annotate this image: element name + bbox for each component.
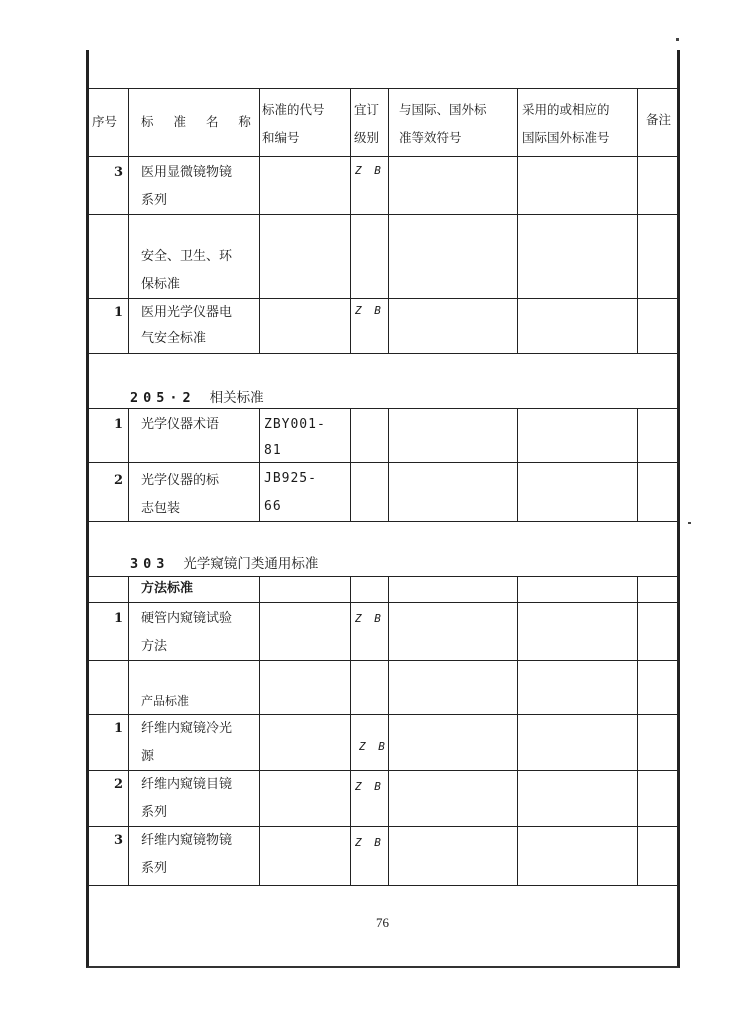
table-row [86, 660, 680, 714]
row-seq: 2 [114, 473, 124, 488]
page-number: 76 [376, 915, 389, 930]
section-heading [130, 552, 318, 572]
section-heading [130, 386, 264, 406]
table-row [86, 826, 680, 886]
table-row [86, 214, 680, 298]
row-grade: Z B [355, 780, 384, 793]
header-name: 标 准 名 称 [141, 114, 259, 129]
row-seq: 1 [114, 611, 124, 626]
row-seq: 1 [114, 305, 124, 320]
table-row [86, 714, 680, 770]
row-seq: 2 [114, 777, 124, 792]
row-name-cont: 志包装 [141, 501, 181, 516]
row-code-cont: 81 [264, 443, 282, 458]
scan-speck [688, 522, 691, 524]
row-name-cont: 源 [141, 749, 155, 764]
row-name-cont: 系列 [141, 861, 168, 876]
row-grade: Z B [355, 836, 384, 849]
header-equiv-1: 与国际、国外标 [399, 102, 487, 117]
section-number: 205·2 [130, 390, 196, 406]
row-grade: Z B [355, 164, 384, 177]
section-title: 相关标准 [209, 390, 264, 406]
row-name-cont: 系列 [141, 805, 168, 820]
row-name: 方法标准 [141, 581, 194, 596]
header-code-1: 标准的代号 [262, 102, 325, 117]
row-name: 光学仪器的标 [141, 473, 220, 488]
header-remark: 备注 [646, 112, 672, 127]
row-seq: 3 [114, 165, 124, 180]
row-code: JB925- [264, 471, 317, 486]
table-row [86, 298, 680, 354]
row-seq: 3 [114, 833, 124, 848]
row-name: 纤维内窥镜目镜 [141, 777, 233, 792]
row-seq: 1 [114, 417, 124, 432]
row-name: 产品标准 [141, 694, 190, 708]
row-name-cont: 方法 [141, 639, 168, 654]
section-title: 光学窥镜门类通用标准 [183, 556, 319, 572]
header-seq: 序号 [92, 114, 118, 129]
table-header [86, 88, 680, 156]
row-name: 硬管内窥镜试验 [141, 611, 233, 626]
row-name-cont: 系列 [141, 193, 168, 208]
row-grade: Z B [355, 612, 384, 625]
table-row [86, 408, 680, 462]
row-name: 光学仪器术语 [141, 417, 220, 432]
table-row [86, 156, 680, 214]
row-code: ZBY001- [264, 417, 326, 432]
row-name: 医用显微镜物镜 [141, 165, 233, 180]
table-row [86, 770, 680, 826]
section-number: 303 [130, 556, 170, 572]
row-name-cont: 保标准 [141, 277, 181, 292]
table-row [86, 602, 680, 660]
row-name: 纤维内窥镜冷光 [141, 721, 233, 736]
row-code-cont: 66 [264, 499, 282, 514]
table-row [86, 462, 680, 522]
header-adopted-1: 采用的或相应的 [522, 102, 610, 117]
header-grade-1: 宜订 [354, 102, 380, 117]
row-name: 医用光学仪器电 [141, 305, 233, 320]
row-grade: Z B [355, 304, 384, 317]
table-row [86, 576, 680, 602]
header-code-2: 和编号 [262, 130, 300, 145]
header-equiv-2: 准等效符号 [399, 130, 462, 145]
header-adopted-2: 国际国外标准号 [522, 130, 610, 145]
row-name: 纤维内窥镜物镜 [141, 833, 233, 848]
row-seq: 1 [114, 721, 124, 736]
scan-speck [676, 38, 679, 41]
row-grade: Z B [359, 740, 388, 753]
header-grade-2: 级别 [354, 130, 380, 145]
row-name: 安全、卫生、环 [141, 249, 233, 264]
row-name-cont: 气安全标准 [141, 331, 207, 346]
